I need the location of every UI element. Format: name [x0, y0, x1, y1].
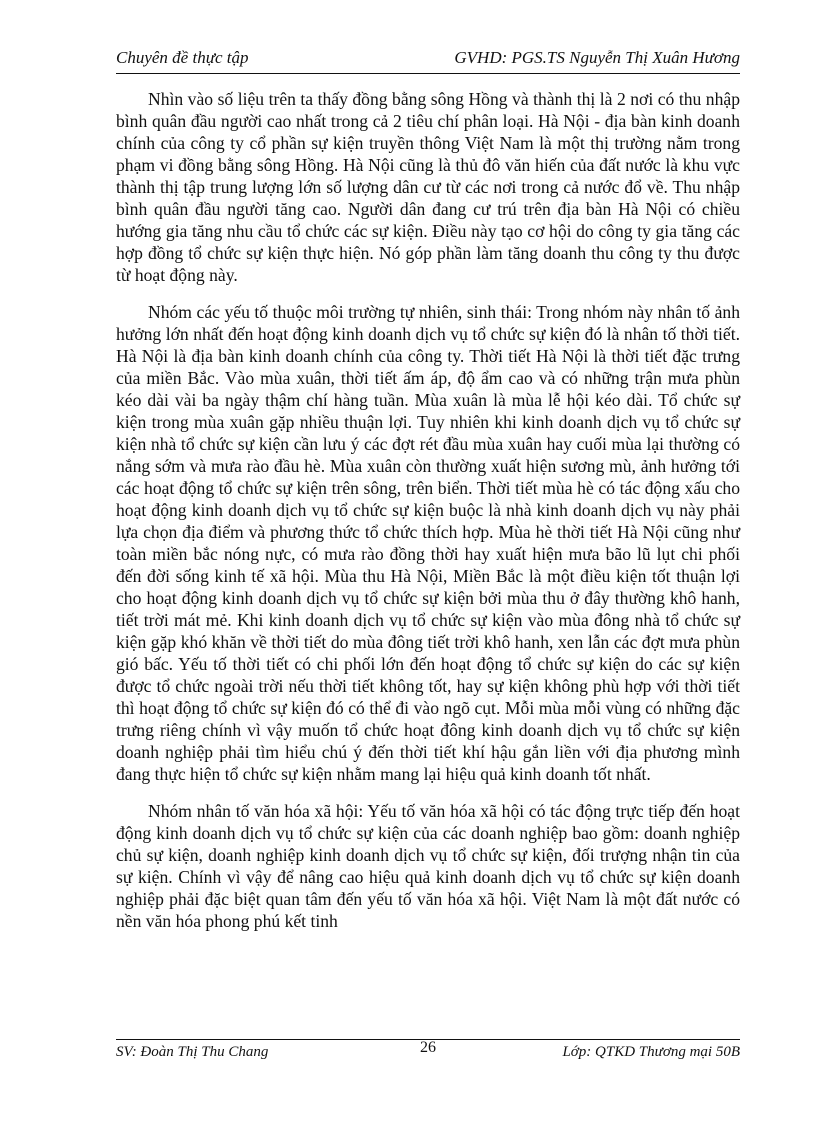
- page-body: [116, 88, 740, 947]
- footer-student: SV: Đoàn Thị Thu Chang: [116, 1044, 269, 1060]
- paragraph-income: Nhìn vào số liệu trên ta thấy đồng bằng sông Hồng và thành thị là 2 nơi có thu nhập bình quân đầu người cao nhất trong cả 2 tiêu chí phân loại. Hà Nội - địa bàn kinh doanh chính của công ty cổ phần sự kiện truyền thông Việt Nam là một thị trường nằm trong phạm vi đồng bằng sông Hồng. Hà Nội cũng là thủ đô văn hiến của đất nước là khu vực thành thị tập trung lượng lớn số lượng dân cư từ các nơi trong cả nước đổ về. Thu nhập bình quân đầu người tăng cao. Người dân đang cư trú trên địa bàn Hà Nội có chiều hướng gia tăng nhu cầu tổ chức các sự kiện. Điều này tạo cơ hội do công ty gia tăng các hợp đồng tổ chức sự kiện thực hiện. Nó góp phần làm tăng doanh thu công ty thu được từ hoạt động này.: [116, 89, 740, 285]
- header-document-type: Chuyên đề thực tập: [116, 48, 249, 67]
- paragraph-natural-environment: Nhóm các yếu tố thuộc môi trường tự nhiên, sinh thái: Trong nhóm này nhân tố ảnh hưởng lớn nhất đến hoạt động kinh doanh dịch vụ tổ chức sự kiện đó là nhân tố thời tiết. Hà Nội là địa bàn kinh doanh chính của công ty. Thời tiết Hà Nội là thời tiết đặc trưng của miền Bắc. Vào mùa xuân, thời tiết ấm áp, độ ẩm cao và có những trận mưa phùn kéo dài vài ba ngày thậm chí hàng tuần. Mùa xuân là mùa lễ hội kéo dài. Tổ chức sự kiện trong mùa xuân gặp nhiều thuận lợi. Tuy nhiên khi kinh doanh dịch vụ tổ chức sự kiện nhà tổ chức sự kiện cần lưu ý các đợt rét đầu mùa xuân hay cuối mùa lại thường có nắng sớm và mưa rào đầu hè. Mùa xuân còn thường xuất hiện sương mù, ảnh hưởng tới các hoạt động tổ chức sự kiện trên sông, trên biển. Thời tiết mùa hè có tác động xấu cho hoạt động kinh doanh dịch vụ tổ chức sự kiện buộc là nhà kinh doanh dịch vụ này phải lựa chọn địa điểm và phương thức tổ chức thích hợp. Mùa hè thời tiết Hà Nội cũng như toàn miền bắc nóng nực, có mưa rào đồng thời hay xuất hiện mưa bão lũ lụt chi phối đến đời sống kinh tế xã hội. Mùa thu Hà Nội, Miền Bắc là một điều kiện tốt thuận lợi cho hoạt động kinh doanh dịch vụ tổ chức sự kiện bởi mùa thu ở đây thường khô hanh, tiết trời mát mẻ. Khi kinh doanh dịch vụ tổ chức sự kiện vào mùa đông nhà tổ chức sự kiện gặp khó khăn về thời tiết do mùa đông tiết trời khô hanh, xen lẫn các đợt mưa phùn gió bấc. Yếu tố thời tiết có chi phối lớn đến hoạt động tổ chức sự kiện do các sự kiện được tổ chức ngoài trời nếu thời tiết không tốt, hay sự kiện không phù hợp với thời tiết thì hoạt động tổ chức sự kiện đó có thể đi vào ngõ cụt. Mỗi mùa mỗi vùng có những đặc trưng riêng chính vì vậy muốn tổ chức hoạt đông kinh doanh dịch vụ tổ chức sự kiện doanh nghiệp phải tìm hiểu chú ý đến thời tiết khí hậu gắn liền với địa phương mình đang thực hiện tổ chức sự kiện nhằm mang lại hiệu quả kinh doanh tốt nhất.: [116, 302, 740, 784]
- paragraph-culture-society: Nhóm nhân tố văn hóa xã hội: Yếu tố văn hóa xã hội có tác động trực tiếp đến hoạt động kinh doanh dịch vụ tổ chức sự kiện của các doanh nghiệp bao gồm: doanh nghiệp chủ sự kiện, doanh nghiệp kinh doanh dịch vụ tổ chức sự kiện, đối trượng nhận tin của sự kiện. Chính vì vậy để nâng cao hiệu quả kinh doanh dịch vụ tổ chức sự kiện doanh nghiệp phải đặc biệt quan tâm đến yếu tố văn hóa xã hội. Việt Nam là một đất nước có nền văn hóa phong phú kết tinh: [116, 801, 740, 931]
- page-footer: [116, 1039, 740, 1066]
- header-supervisor: GVHD: PGS.TS Nguyễn Thị Xuân Hương: [454, 48, 740, 67]
- footer-class: Lớp: QTKD Thương mại 50B: [562, 1044, 740, 1060]
- page-header: [116, 46, 740, 72]
- page-number: 26: [420, 1039, 436, 1056]
- header-divider: [116, 73, 740, 74]
